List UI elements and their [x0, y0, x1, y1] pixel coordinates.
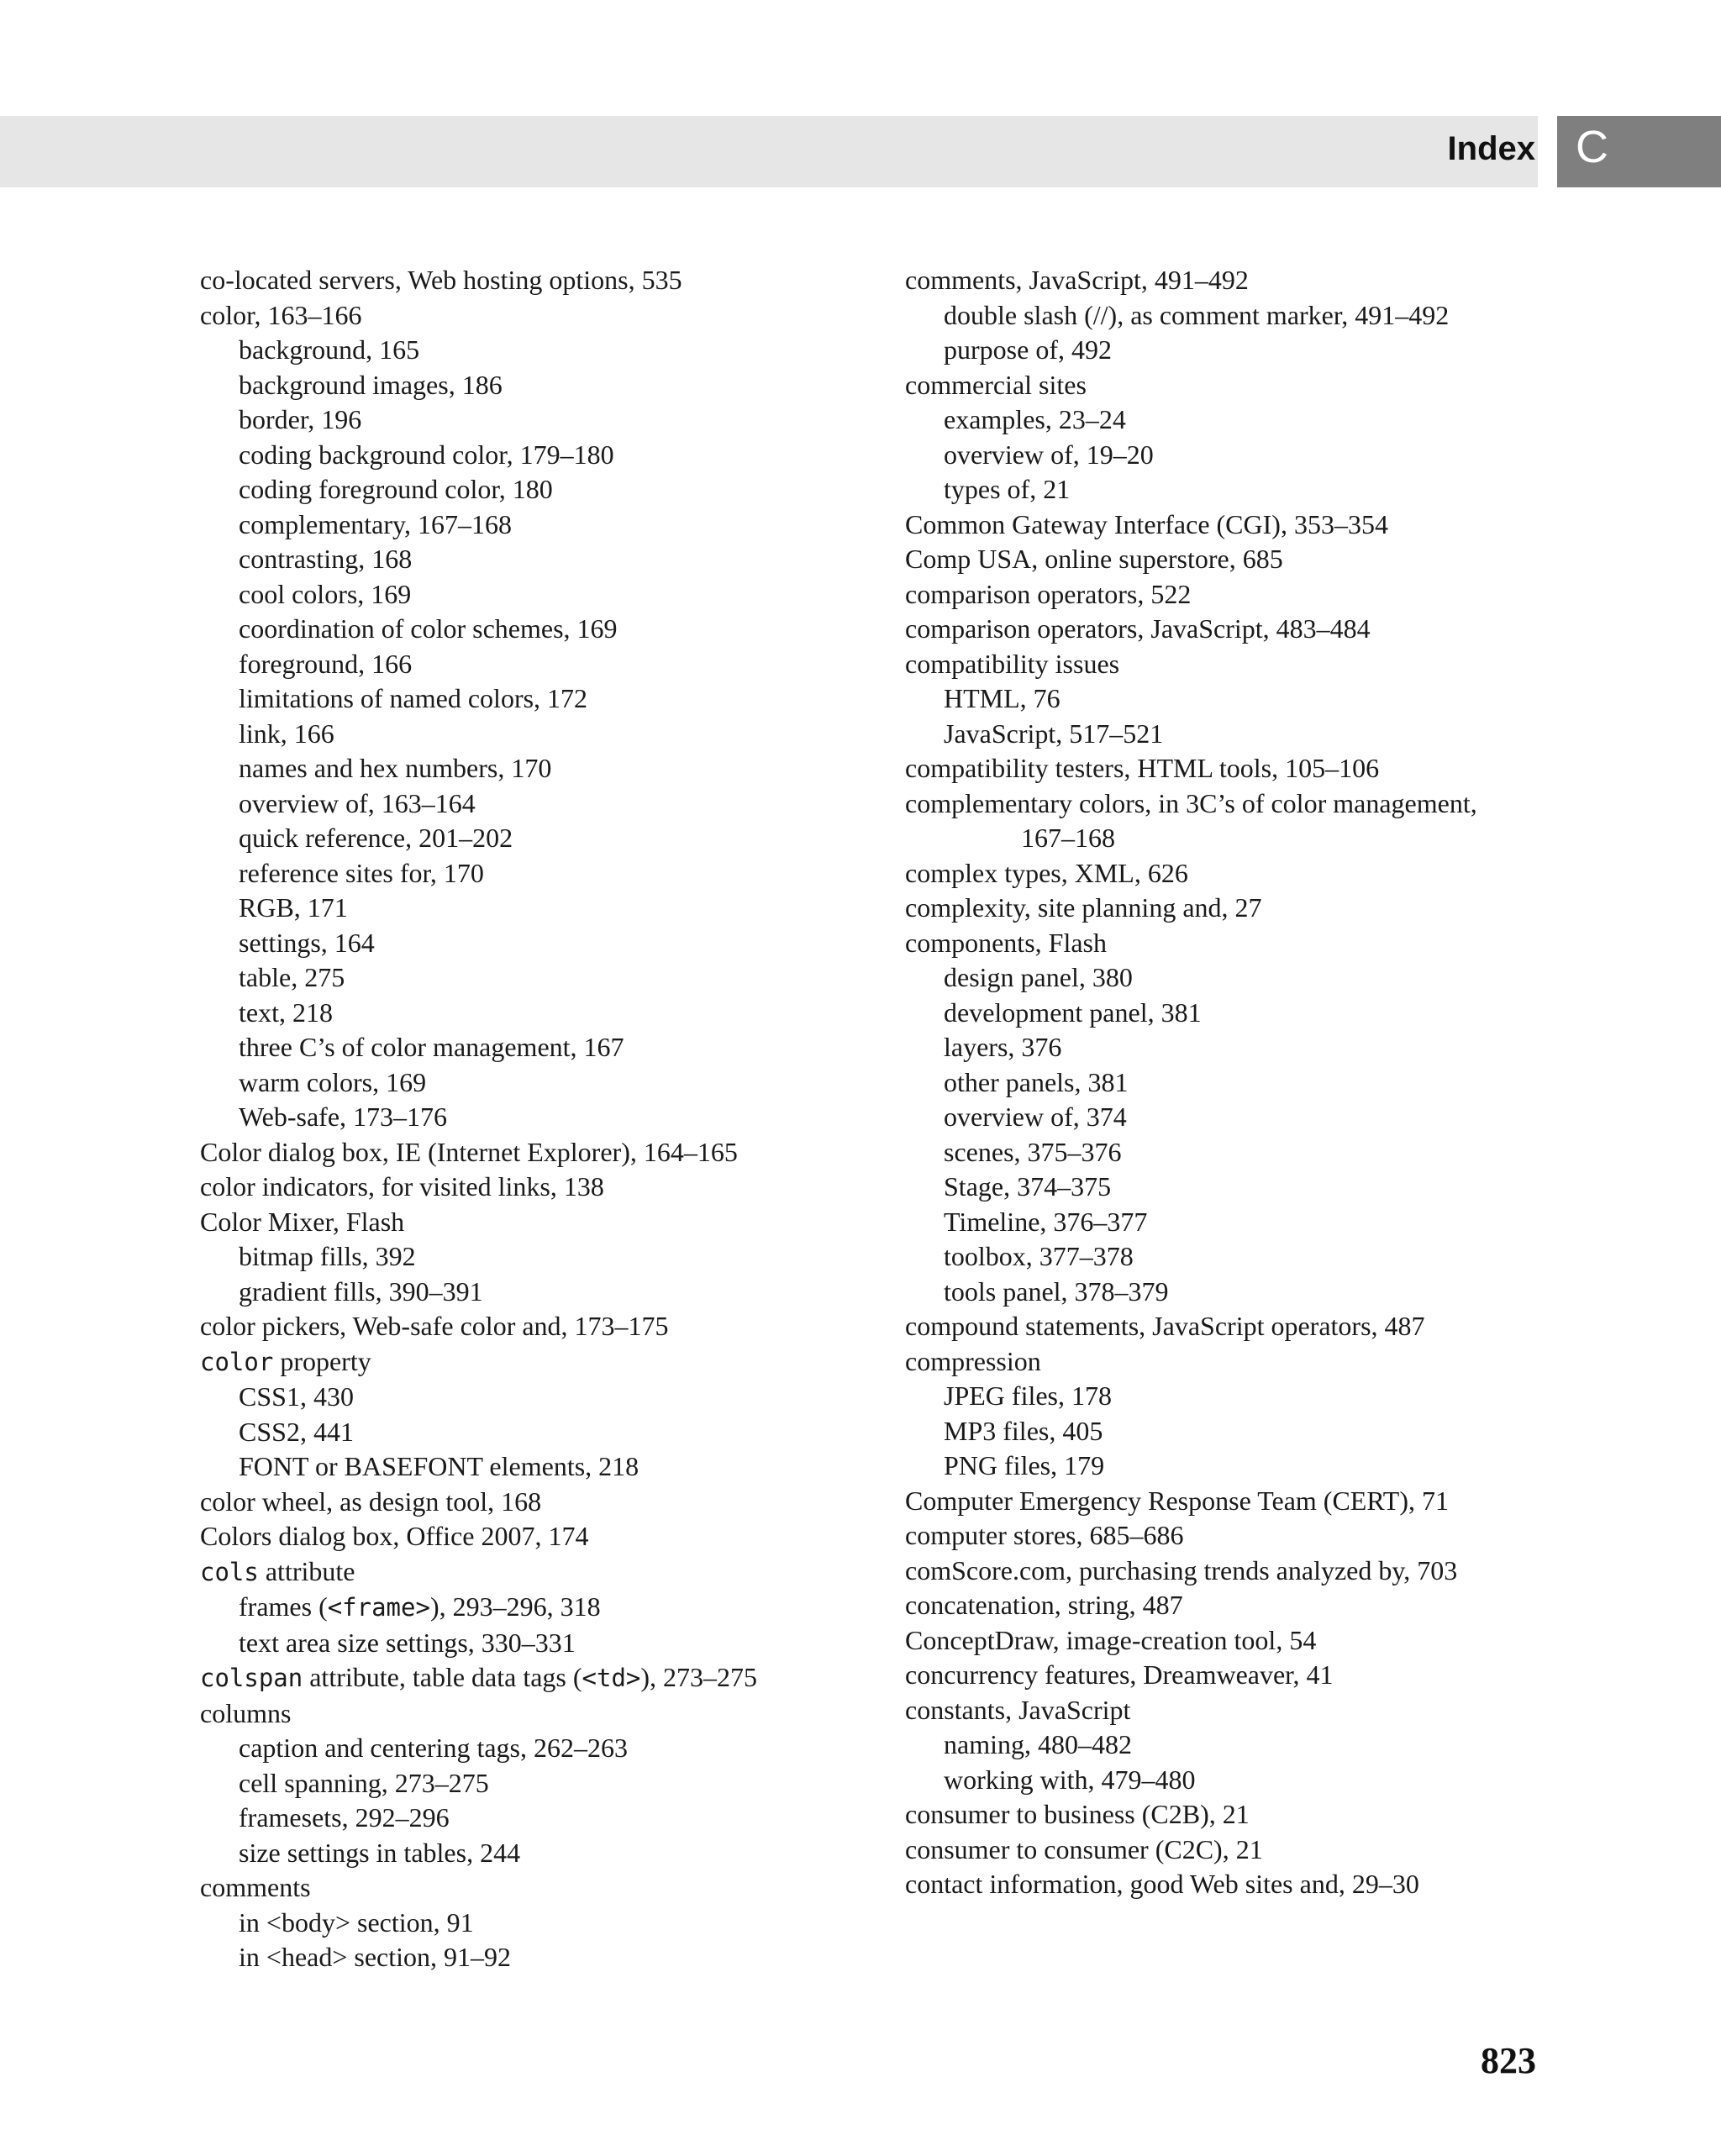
index-entry: consumer to consumer (C2C), 21	[905, 1833, 1263, 1864]
index-subentry: JavaScript, 517–521	[944, 718, 1164, 749]
index-subentry: reference sites for, 170	[239, 857, 484, 888]
index-subentry	[200, 1590, 872, 1626]
index-subentry: CSS1, 430	[239, 1381, 354, 1412]
code-term: colspan	[200, 1664, 303, 1692]
index-subentry: quick reference, 201–202	[239, 823, 513, 853]
index-entry: complementary colors, in 3C’s of color management, 167–168	[905, 787, 1477, 853]
index-entry: constants, JavaScript	[905, 1694, 1131, 1725]
index-entry: Color Mixer, Flash	[200, 1206, 405, 1237]
index-subentry: double slash (//), as comment marker, 491–492	[944, 299, 1450, 330]
index-entry: Common Gateway Interface (CGI), 353–354	[905, 508, 1388, 539]
index-subentry: Timeline, 376–377	[944, 1206, 1148, 1237]
index-subentry: names and hex numbers, 170	[239, 753, 552, 783]
index-subentry: warm colors, 169	[239, 1066, 427, 1097]
index-subentry: complementary, 167–168	[239, 508, 512, 539]
entry-text: property	[273, 1345, 371, 1376]
index-entry: comparison operators, 522	[905, 578, 1192, 609]
index-entry: concurrency features, Dreamweaver, 41	[905, 1659, 1334, 1690]
index-subentry: gradient fills, 390–391	[239, 1275, 483, 1307]
index-subentry: settings, 164	[239, 927, 375, 958]
entry-text: ), 293–296, 318	[429, 1591, 601, 1622]
index-subentry: scenes, 375–376	[944, 1136, 1122, 1167]
index-entry: columns	[200, 1697, 292, 1728]
index-subentry: development panel, 381	[944, 996, 1202, 1028]
index-subentry: types of, 21	[944, 474, 1071, 504]
index-entry: color pickers, Web-safe color and, 173–175	[200, 1311, 669, 1341]
index-subentry: three C’s of color management, 167	[239, 1032, 624, 1062]
index-entry: color indicators, for visited links, 138	[200, 1171, 604, 1202]
index-subentry: layers, 376	[944, 1032, 1062, 1062]
index-entry: compatibility issues	[905, 648, 1120, 679]
code-term: cols	[200, 1557, 259, 1586]
index-subentry: background images, 186	[239, 369, 503, 400]
index-entry: comparison operators, JavaScript, 483–484	[905, 613, 1371, 644]
index-subentry: cell spanning, 273–275	[239, 1767, 489, 1798]
running-head-title: Index	[1447, 130, 1535, 167]
index-subentry: MP3 files, 405	[944, 1415, 1103, 1446]
entry-text: frames (	[239, 1591, 328, 1622]
section-letter-tab	[1557, 116, 1721, 187]
entry-text: attribute	[258, 1555, 355, 1586]
index-subentry: Web-safe, 173–176	[239, 1102, 448, 1132]
entry-text: attribute, table data tags (	[303, 1662, 582, 1692]
index-subentry: contrasting, 168	[239, 544, 413, 574]
index-subentry: text, 218	[239, 996, 333, 1028]
index-entry	[200, 1660, 872, 1696]
index-entry: commercial sites	[905, 369, 1087, 400]
index-subentry: toolbox, 377–378	[944, 1241, 1134, 1271]
index-entry: complex types, XML, 626	[905, 857, 1188, 888]
index-subentry: size settings in tables, 244	[239, 1837, 521, 1868]
index-subentry: coding foreground color, 180	[239, 474, 553, 504]
index-entry: components, Flash	[905, 927, 1107, 958]
index-subentry: caption and centering tags, 262–263	[239, 1733, 628, 1763]
index-subentry: cool colors, 169	[239, 578, 412, 609]
index-subentry: overview of, 374	[944, 1102, 1127, 1132]
header-bar	[0, 116, 1538, 187]
index-subentry: working with, 479–480	[944, 1764, 1196, 1795]
index-subentry: framesets, 292–296	[239, 1802, 450, 1833]
code-term: color	[200, 1347, 274, 1376]
index-entry: Colors dialog box, Office 2007, 174	[200, 1521, 589, 1551]
index-entry: contact information, good Web sites and, 29–30	[905, 1869, 1419, 1899]
index-subentry: in <head> section, 91–92	[239, 1942, 512, 1972]
code-term: <td>	[582, 1664, 641, 1692]
index-column-left	[200, 263, 872, 1975]
index-entry: complexity, site planning and, 27	[905, 892, 1262, 923]
index-subentry: limitations of named colors, 172	[239, 683, 588, 713]
index-subentry: Stage, 374–375	[944, 1171, 1112, 1202]
index-subentry: table, 275	[239, 962, 345, 992]
index-subentry: design panel, 380	[944, 962, 1133, 992]
index-entry: comments	[200, 1872, 311, 1902]
index-entry: consumer to business (C2B), 21	[905, 1799, 1250, 1829]
index-subentry: JPEG files, 178	[944, 1380, 1112, 1411]
entry-text: ), 273–275	[640, 1662, 758, 1692]
index-entry: Color dialog box, IE (Internet Explorer), 164–165	[200, 1136, 738, 1167]
index-entry: compatibility testers, HTML tools, 105–106	[905, 753, 1380, 783]
index-subentry: coding background color, 179–180	[239, 439, 614, 470]
section-letter: C	[1576, 122, 1608, 172]
index-entry	[200, 1344, 872, 1380]
index-subentry: CSS2, 441	[239, 1416, 354, 1447]
page-number: 823	[1481, 2040, 1536, 2081]
index-entry: comScore.com, purchasing trends analyzed by, 703	[905, 1554, 1458, 1585]
index-subentry: purpose of, 492	[944, 334, 1112, 365]
index-subentry: bitmap fills, 392	[239, 1241, 416, 1271]
index-subentry: text area size settings, 330–331	[239, 1627, 576, 1658]
index-subentry: overview of, 163–164	[239, 787, 476, 818]
index-entry: Comp USA, online superstore, 685	[905, 544, 1283, 574]
index-subentry: coordination of color schemes, 169	[239, 613, 618, 644]
index-subentry: naming, 480–482	[944, 1729, 1132, 1759]
index-subentry: other panels, 381	[944, 1066, 1129, 1097]
index-entry: comments, JavaScript, 491–492	[905, 265, 1249, 295]
index-subentry: background, 165	[239, 334, 420, 365]
index-entry: concatenation, string, 487	[905, 1590, 1183, 1620]
index-entry: computer stores, 685–686	[905, 1520, 1184, 1550]
index-subentry: overview of, 19–20	[944, 439, 1154, 470]
index-subentry: PNG files, 179	[944, 1450, 1105, 1480]
index-subentry: in <body> section, 91	[239, 1906, 474, 1938]
index-entry: color wheel, as design tool, 168	[200, 1486, 542, 1517]
index-subentry: tools panel, 378–379	[944, 1275, 1169, 1307]
index-entry: color, 163–166	[200, 299, 362, 330]
index-entry	[200, 1554, 872, 1591]
index-entry: ConceptDraw, image-creation tool, 54	[905, 1624, 1317, 1655]
index-subentry: examples, 23–24	[944, 404, 1126, 434]
index-entry: compound statements, JavaScript operators, 487	[905, 1311, 1425, 1341]
index-subentry: RGB, 171	[239, 892, 348, 923]
index-subentry: HTML, 76	[944, 683, 1060, 713]
index-subentry: link, 166	[239, 718, 334, 749]
index-subentry: foreground, 166	[239, 648, 413, 679]
index-column-right	[905, 263, 1527, 1902]
index-entry: co-located servers, Web hosting options, 535	[200, 265, 682, 295]
index-entry: Computer Emergency Response Team (CERT), 71	[905, 1485, 1449, 1516]
index-entry: compression	[905, 1345, 1041, 1376]
index-subentry: FONT or BASEFONT elements, 218	[239, 1451, 639, 1481]
code-term: <frame>	[327, 1593, 430, 1622]
index-subentry: border, 196	[239, 404, 362, 434]
